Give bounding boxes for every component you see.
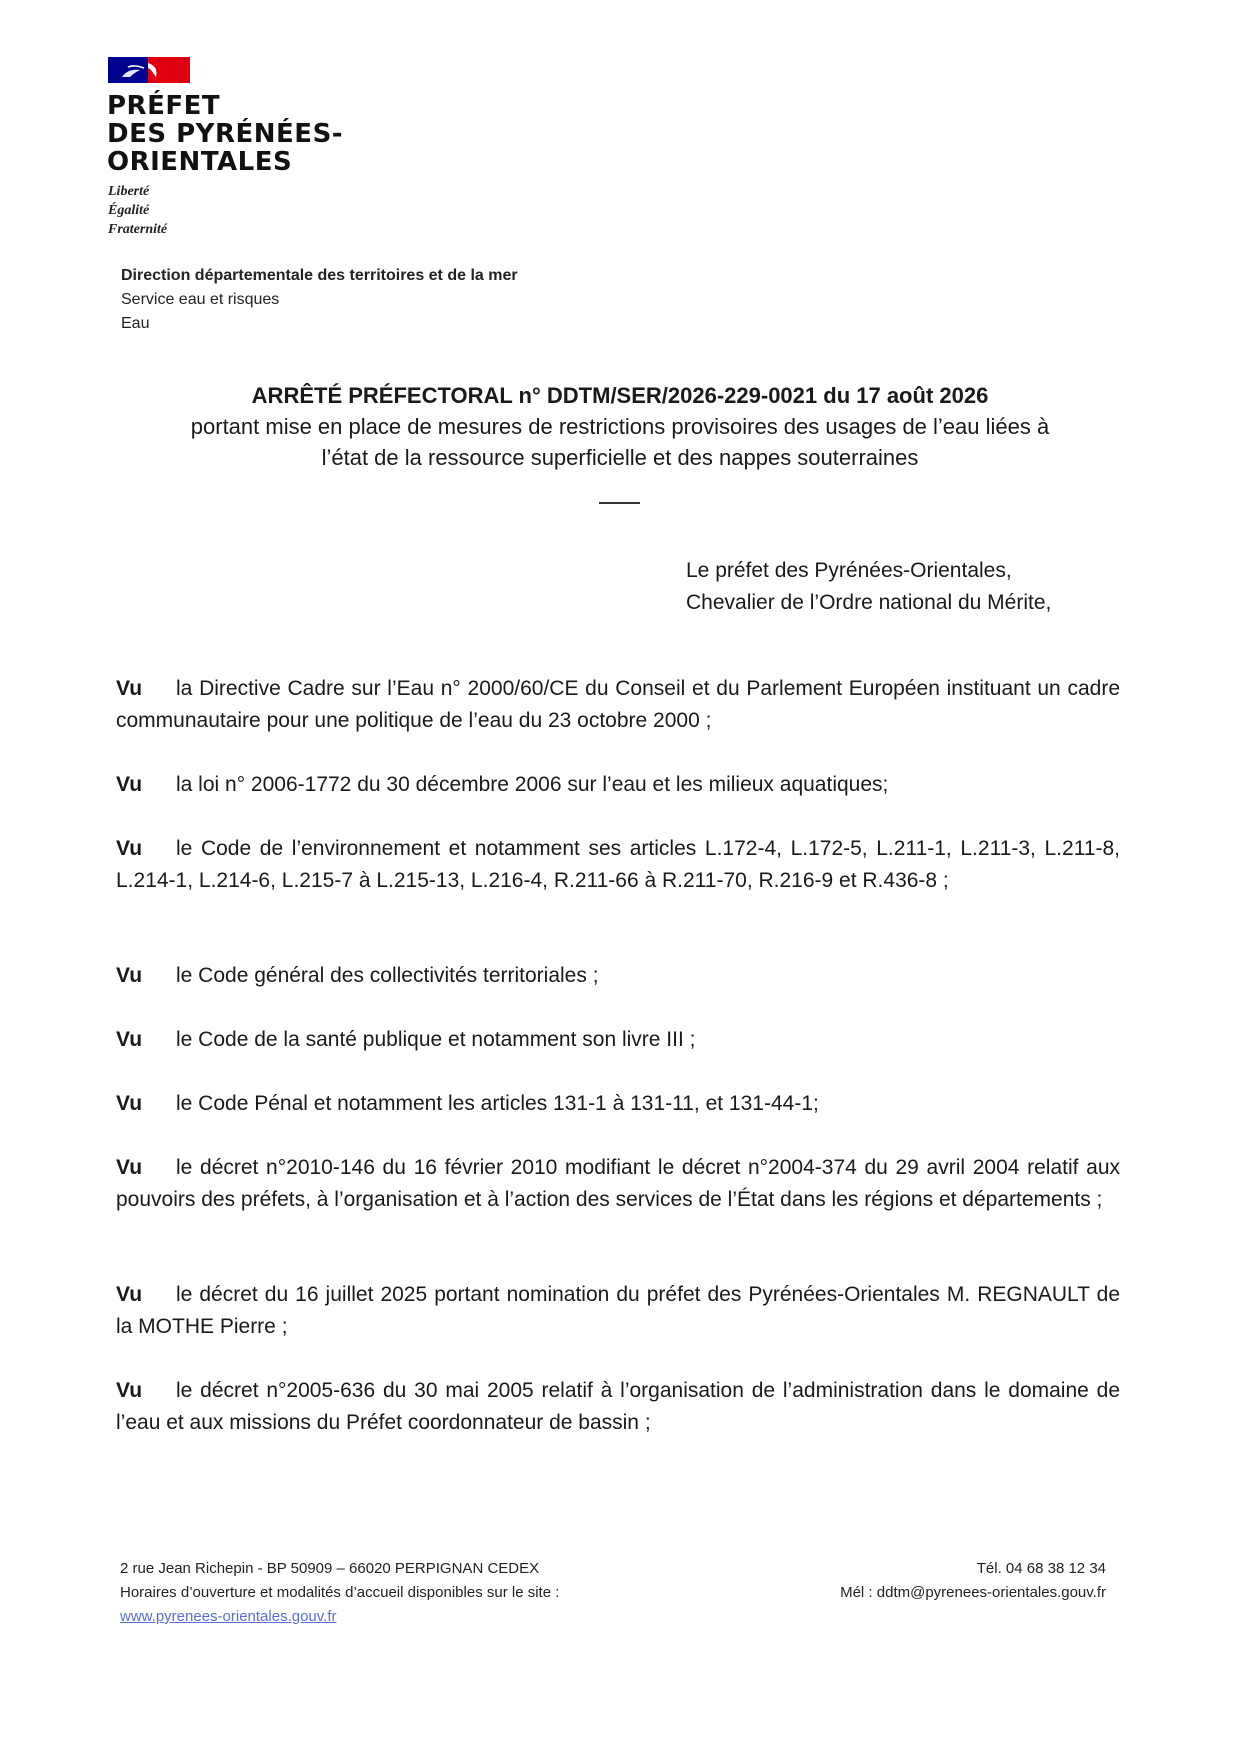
vu-item: [116, 1279, 1120, 1343]
vu-item: [116, 769, 1120, 801]
marianne-logo: [108, 57, 190, 83]
signatory-block: [686, 555, 1051, 619]
footer-website-link[interactable]: www.pyrenees-orientales.gouv.fr: [120, 1608, 337, 1625]
arrete-subtitle-line-1: portant mise en place de mesures de restrictions provisoires des usages de l’eau liées à: [190, 414, 1050, 439]
direction-service: Service eau et risques: [121, 291, 280, 308]
vu-item: [116, 1024, 1120, 1056]
vu-keyword: Vu: [116, 1379, 143, 1402]
vu-item: [116, 1152, 1120, 1216]
arrete-heading: [120, 380, 1120, 473]
vu-keyword: Vu: [116, 837, 143, 860]
vu-keyword: Vu: [116, 1092, 143, 1115]
heading-separator: [599, 502, 640, 504]
flag-blue-band: [108, 57, 148, 83]
direction-unit: Eau: [121, 315, 150, 332]
prefet-title: [107, 92, 343, 176]
footer-contact-block: [840, 1557, 1106, 1605]
vu-text: le Code général des collectivités territoriales ;: [176, 964, 599, 987]
vu-text: le Code de l’environnement et notamment ses articles L.172-4, L.172-5, L.211-1, L.211-3, L.211-8, L.214-1, L.214-6, L.215-7 à L.215-13, L.216-4, R.211-66 à R.211-70, R.216-9 et R.436-8 ;: [116, 837, 1120, 892]
vu-text: la Directive Cadre sur l’Eau n° 2000/60/CE du Conseil et du Parlement Européen instituant un cadre communautaire pour une politique de l’eau du 23 octobre 2000 ;: [116, 677, 1120, 732]
vu-item: [116, 960, 1120, 992]
motto-liberte: Liberté: [108, 184, 150, 199]
vu-keyword: Vu: [116, 1028, 143, 1051]
vu-text: la loi n° 2006-1772 du 30 décembre 2006 sur l’eau et les milieux aquatiques;: [176, 773, 889, 796]
arrete-title: ARRÊTÉ PRÉFECTORAL n° DDTM/SER/2026-229-0021 du 17 août 2026: [251, 383, 989, 408]
vu-keyword: Vu: [116, 1283, 143, 1306]
vu-item: [116, 1088, 1120, 1120]
footer-email[interactable]: Mél : ddtm@pyrenees-orientales.gouv.fr: [840, 1584, 1106, 1601]
signatory-line-2: Chevalier de l’Ordre national du Mérite,: [686, 591, 1052, 614]
vu-text: le Code Pénal et notamment les articles 131-1 à 131-11, et 131-44-1;: [176, 1092, 819, 1115]
prefet-line: DES PYRÉNÉES-: [107, 119, 344, 149]
arrete-subtitle-line-2: l’état de la ressource superficielle et des nappes souterraines: [321, 445, 919, 470]
vu-item: [116, 673, 1120, 737]
republic-motto: [108, 182, 167, 239]
signatory-line-1: Le préfet des Pyrénées-Orientales,: [686, 559, 1012, 582]
footer-address: 2 rue Jean Richepin - BP 50909 – 66020 PERPIGNAN CEDEX: [120, 1560, 540, 1577]
issuing-direction: [121, 264, 518, 336]
vu-keyword: Vu: [116, 773, 143, 796]
vu-item: [116, 1375, 1120, 1439]
footer-address-block: [120, 1557, 559, 1629]
flag-red-band: [148, 57, 190, 83]
vu-keyword: Vu: [116, 677, 143, 700]
direction-name: Direction départementale des territoires et de la mer: [121, 267, 518, 284]
footer-phone: Tél. 04 68 38 12 34: [976, 1560, 1106, 1577]
vu-item: [116, 833, 1120, 897]
vu-keyword: Vu: [116, 1156, 143, 1179]
vu-text: le décret n°2010-146 du 16 février 2010 modifiant le décret n°2004-374 du 29 avril 2004 relatif aux pouvoirs des préfets, à l’organisation et à l’action des services de l’État dans les régions et départements ;: [116, 1156, 1120, 1211]
vu-text: le décret n°2005-636 du 30 mai 2005 relatif à l’organisation de l’administration dans le domaine de l’eau et aux missions du Préfet coordonnateur de bassin ;: [116, 1379, 1120, 1434]
prefet-line: PRÉFET: [107, 91, 221, 121]
vu-text: le décret du 16 juillet 2025 portant nomination du préfet des Pyrénées-Orientales M. REGNAULT de la MOTHE Pierre ;: [116, 1283, 1120, 1338]
footer-hours: Horaires d’ouverture et modalités d’accueil disponibles sur le site :: [120, 1584, 560, 1601]
motto-egalite: Égalité: [108, 203, 150, 218]
vu-keyword: Vu: [116, 964, 143, 987]
prefet-line: ORIENTALES: [107, 147, 293, 177]
vu-text: le Code de la santé publique et notamment son livre III ;: [176, 1028, 696, 1051]
motto-fraternite: Fraternité: [108, 222, 168, 237]
